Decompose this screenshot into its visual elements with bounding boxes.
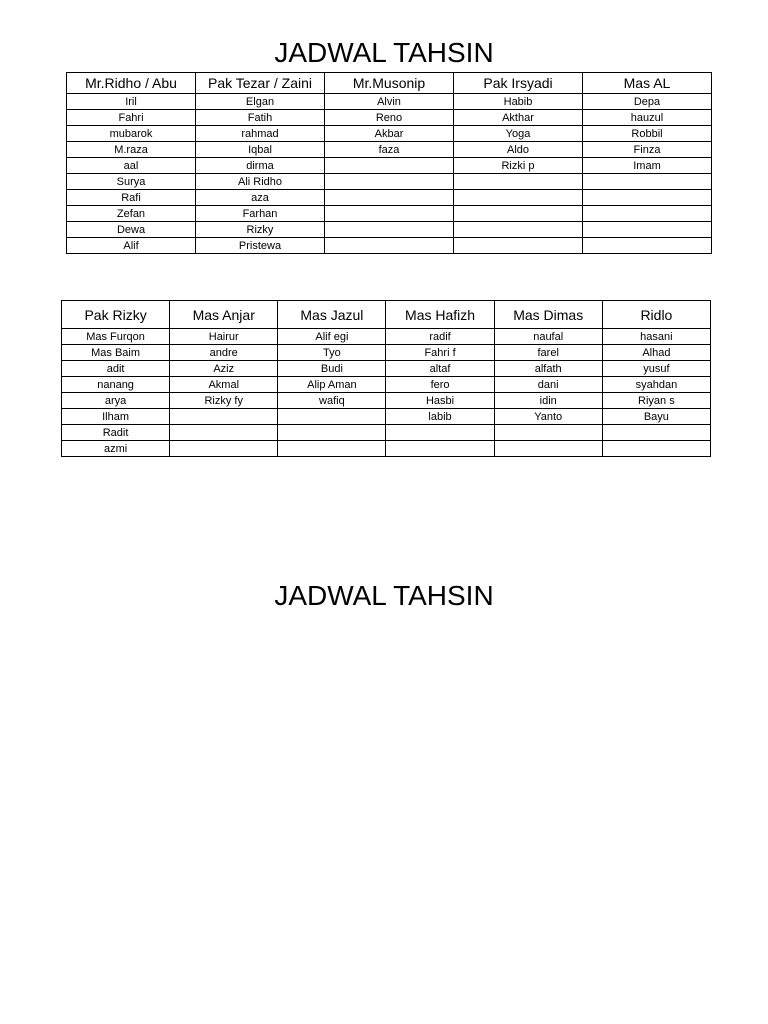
table-cell: Depa — [583, 94, 712, 110]
table-cell: dani — [494, 377, 602, 393]
table-cell: Surya — [67, 174, 196, 190]
table-cell: andre — [170, 345, 278, 361]
table-cell — [583, 222, 712, 238]
table-row — [67, 94, 712, 110]
column-header: Mr.Musonip — [325, 73, 454, 94]
table-cell: arya — [62, 393, 170, 409]
table-cell: Akmal — [170, 377, 278, 393]
table-cell — [583, 238, 712, 254]
table-row — [62, 329, 711, 345]
table-cell — [386, 425, 494, 441]
table-cell — [454, 222, 583, 238]
table-cell — [454, 206, 583, 222]
table-row — [67, 174, 712, 190]
column-header: Mas Anjar — [170, 301, 278, 329]
table-cell: Pristewa — [196, 238, 325, 254]
table-cell: Mas Furqon — [62, 329, 170, 345]
table-row — [62, 393, 711, 409]
table-cell: Fatih — [196, 110, 325, 126]
table-cell — [170, 441, 278, 457]
table-cell: Hasbi — [386, 393, 494, 409]
table-cell: Zefan — [67, 206, 196, 222]
column-header: Mas AL — [583, 73, 712, 94]
table-cell: Yoga — [454, 126, 583, 142]
table-cell: Riyan s — [602, 393, 710, 409]
column-header: Pak Rizky — [62, 301, 170, 329]
table-cell: wafiq — [278, 393, 386, 409]
table-cell: Rafi — [67, 190, 196, 206]
table-cell: Alhad — [602, 345, 710, 361]
table-cell — [583, 174, 712, 190]
table-cell: Alip Aman — [278, 377, 386, 393]
table-cell: Radit — [62, 425, 170, 441]
table-cell: hasani — [602, 329, 710, 345]
table-cell: azmi — [62, 441, 170, 457]
table-row — [67, 110, 712, 126]
table-cell: fero — [386, 377, 494, 393]
table-cell: Rizki p — [454, 158, 583, 174]
table-cell: Bayu — [602, 409, 710, 425]
table-cell: Ilham — [62, 409, 170, 425]
column-header: Mr.Ridho / Abu — [67, 73, 196, 94]
table-cell: idin — [494, 393, 602, 409]
table-cell — [325, 238, 454, 254]
table-row — [67, 158, 712, 174]
table-cell — [494, 425, 602, 441]
table-cell — [325, 158, 454, 174]
table-cell: Imam — [583, 158, 712, 174]
table-cell: dirma — [196, 158, 325, 174]
table-cell — [454, 174, 583, 190]
table-cell: Habib — [454, 94, 583, 110]
table-cell: Hairur — [170, 329, 278, 345]
table-cell — [454, 190, 583, 206]
table-cell: Rizky fy — [170, 393, 278, 409]
table-cell: Finza — [583, 142, 712, 158]
table-cell: M.raza — [67, 142, 196, 158]
table-cell — [325, 222, 454, 238]
schedule-table-1 — [66, 72, 712, 254]
table-cell: aal — [67, 158, 196, 174]
table-cell: hauzul — [583, 110, 712, 126]
table-cell: Alif egi — [278, 329, 386, 345]
table-cell: Elgan — [196, 94, 325, 110]
table-cell — [278, 425, 386, 441]
page-title-2: JADWAL TAHSIN — [274, 580, 494, 611]
table-cell: Mas Baim — [62, 345, 170, 361]
column-header: Mas Jazul — [278, 301, 386, 329]
table-row — [62, 409, 711, 425]
column-header: Ridlo — [602, 301, 710, 329]
table-row — [62, 361, 711, 377]
table-cell: Fahri f — [386, 345, 494, 361]
table-cell: Aziz — [170, 361, 278, 377]
table-cell: Alif — [67, 238, 196, 254]
table-header-row — [62, 301, 711, 329]
table-cell — [602, 441, 710, 457]
table-cell — [170, 425, 278, 441]
table-cell: Akthar — [454, 110, 583, 126]
table-cell: adit — [62, 361, 170, 377]
table-cell: rahmad — [196, 126, 325, 142]
table-row — [67, 206, 712, 222]
table-cell: labib — [386, 409, 494, 425]
table-cell: Yanto — [494, 409, 602, 425]
table-cell — [325, 190, 454, 206]
table-cell — [278, 441, 386, 457]
table-cell: Farhan — [196, 206, 325, 222]
table-row — [62, 345, 711, 361]
table-cell: alfath — [494, 361, 602, 377]
table-row — [67, 190, 712, 206]
table-cell: mubarok — [67, 126, 196, 142]
table-cell — [583, 206, 712, 222]
table-row — [67, 222, 712, 238]
table-row — [62, 441, 711, 457]
table-row — [67, 142, 712, 158]
table-row — [62, 425, 711, 441]
table-row — [67, 238, 712, 254]
schedule-table-2 — [61, 300, 711, 457]
table-cell: Fahri — [67, 110, 196, 126]
table-cell — [325, 206, 454, 222]
table-cell — [386, 441, 494, 457]
table-cell: Alvin — [325, 94, 454, 110]
table-cell: aza — [196, 190, 325, 206]
column-header: Mas Dimas — [494, 301, 602, 329]
table-cell: faza — [325, 142, 454, 158]
table-cell: Iril — [67, 94, 196, 110]
table-row — [62, 377, 711, 393]
table-cell — [170, 409, 278, 425]
table-cell: farel — [494, 345, 602, 361]
table-cell — [602, 425, 710, 441]
table-cell: altaf — [386, 361, 494, 377]
table-cell — [454, 238, 583, 254]
table-cell: Tyo — [278, 345, 386, 361]
table-cell — [278, 409, 386, 425]
column-header: Pak Irsyadi — [454, 73, 583, 94]
table-cell: syahdan — [602, 377, 710, 393]
table-cell — [494, 441, 602, 457]
table-cell: nanang — [62, 377, 170, 393]
page-title: JADWAL TAHSIN — [274, 37, 494, 68]
table-cell: Akbar — [325, 126, 454, 142]
table-cell — [325, 174, 454, 190]
table-cell: Iqbal — [196, 142, 325, 158]
table-cell — [583, 190, 712, 206]
column-header: Mas Hafizh — [386, 301, 494, 329]
table-cell: Budi — [278, 361, 386, 377]
column-header: Pak Tezar / Zaini — [196, 73, 325, 94]
table-cell: Rizky — [196, 222, 325, 238]
table-row — [67, 126, 712, 142]
table-cell: Ali Ridho — [196, 174, 325, 190]
table-cell: Dewa — [67, 222, 196, 238]
table-cell: radif — [386, 329, 494, 345]
table-cell: yusuf — [602, 361, 710, 377]
table-cell: Robbil — [583, 126, 712, 142]
table-header-row — [67, 73, 712, 94]
table-cell: Aldo — [454, 142, 583, 158]
table-cell: Reno — [325, 110, 454, 126]
table-cell: naufal — [494, 329, 602, 345]
